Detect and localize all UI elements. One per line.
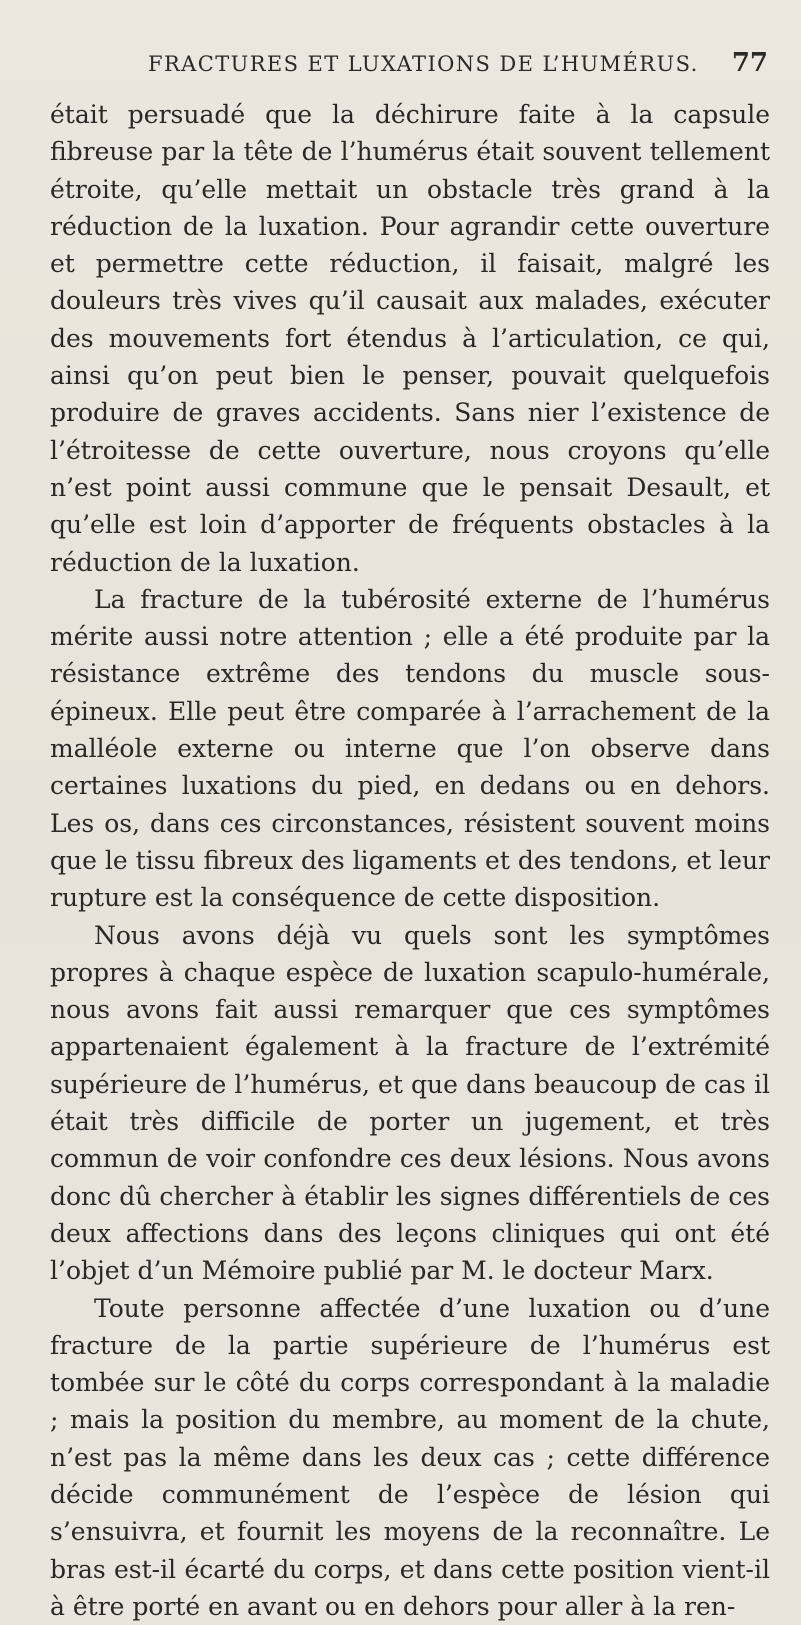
page-number: 77 <box>732 48 768 78</box>
running-title: FRACTURES ET LUXATIONS DE L’HUMÉRUS. <box>148 52 699 76</box>
paragraph-3: Nous avons déjà vu quels sont les symptômes propres à chaque espèce de luxation scapulo-humérale, nous avons fait aussi remarquer que ces symptômes appartenaient également à la fracture de l’extrémité supérieure de l’humérus, et que dans beaucoup de cas il était très difficile de porter un jugement, et très commun de voir confondre ces deux lésions. Nous avons donc dû chercher à établir les signes différentiels de ces deux affections dans des leçons cliniques qui ont été l’objet d’un Mémoire publié par M. le docteur Marx. <box>50 917 770 1290</box>
paragraph-1: était persuadé que la déchirure faite à la capsule fibreuse par la tête de l’humérus était souvent tellement étroite, qu’elle mettait un obstacle très grand à la réduction de la luxation. Pour agrandir cette ouverture et permettre cette réduction, il faisait, malgré les douleurs très vives qu’il causait aux malades, exécuter des mouvements fort étendus à l’articulation, ce qui, ainsi qu’on peut bien le penser, pouvait quelquefois produire de graves accidents. Sans nier l’existence de l’étroitesse de cette ouverture, nous croyons qu’elle n’est point aussi commune que le pensait Desault, et qu’elle est loin d’apporter de fréquents obstacles à la réduction de la luxation. <box>50 96 770 581</box>
paragraph-2: La fracture de la tubérosité externe de l’humérus mérite aussi notre attention ; elle a été produite par la résistance extrême des tendons du muscle sous-épineux. Elle peut être comparée à l’arrachement de la malléole externe ou interne que l’on observe dans certaines luxations du pied, en dedans ou en dehors. Les os, dans ces circonstances, résistent souvent moins que le tissu fibreux des ligaments et des tendons, et leur rupture est la conséquence de cette disposition. <box>50 581 770 917</box>
paragraph-4: Toute personne affectée d’une luxation ou d’une fracture de la partie supérieure de l’humérus est tombée sur le côté du corps correspondant à la maladie ; mais la position du membre, au moment de la chute, n’est pas la même dans les deux cas ; cette différence décide communément de l’espèce de lésion qui s’ensuivra, et fournit les moyens de la reconnaître. Le bras est-il écarté du corps, et dans cette position vient-il à être porté en avant ou en dehors pour aller à la ren- <box>50 1290 770 1625</box>
running-head <box>60 46 780 86</box>
body-text <box>50 96 770 1625</box>
